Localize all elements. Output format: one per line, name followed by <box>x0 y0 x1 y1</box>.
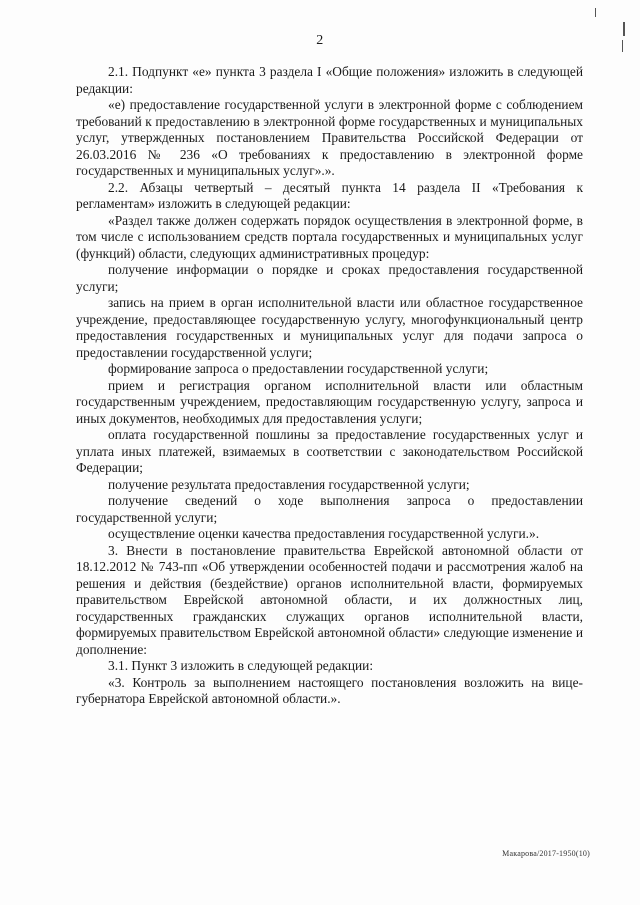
paragraph: «Раздел также должен содержать порядок осуществления в электронной форме, в том числе с использованием средств портала государственных и муниципальных услуг (функций) области, следующих административных процедур: <box>76 212 583 261</box>
document-body <box>76 64 583 708</box>
paragraph: 3. Внести в постановление правительства Еврейской автономной области от 18.12.2012 № 743-пп «Об утверждении особенностей подачи и рассмотрения жалоб на решения и действия (бездействие) органов исполнительной власти, формируемых правительством Еврейской автономной области, и их должностных лиц, государственных гражданских служащих органов исполнительной власти, формируемых правительством Еврейской автономной области» следующие изменение и дополнение: <box>76 542 583 657</box>
paragraph: прием и регистрация органом исполнительной власти или областным государственным учреждением, предоставляющим государственную услугу, запроса и иных документов, необходимых для предоставления услуги; <box>76 377 583 426</box>
paragraph: получение результата предоставления государственной услуги; <box>108 476 470 492</box>
scan-artifact <box>595 8 596 17</box>
paragraph: формирование запроса о предоставлении государственной услуги; <box>108 361 489 376</box>
paragraph: 2.2. Абзацы четвертый – десятый пункта 14 раздела II «Требования к регламентам» изложить в следующей редакции: <box>76 179 583 211</box>
paragraph: запись на прием в орган исполнительной власти или областное государственное учреждение, предоставляющее государственную услугу, многофункциональный центр предоставления государственных и муниципальных услуг для подачи запроса о предоставлении государственной услуги; <box>76 295 583 360</box>
page-number: 2 <box>316 33 324 48</box>
paragraph: 3.1. Пункт 3 изложить в следующей редакции: <box>108 658 374 673</box>
document-code: Макарова/2017-1950(10) <box>502 849 590 858</box>
paragraph: получение сведений о ходе выполнения запроса о предоставлении государственной услуги; <box>76 493 583 525</box>
paragraph: «е) предоставление государственной услуги в электронной форме с соблюдением требований к предоставлению в электронной форме государственных и муниципальных услуг, утвержденных постановлением Правительства Российской Федерации от 26.03.2016 № 236 «О требованиях к предоставлению в электронной форме государственных и муниципальных услуг».». <box>76 97 583 178</box>
paragraph: 2.1. Подпункт «е» пункта 3 раздела I «Общие положения» изложить в следующей редакции: <box>76 64 583 96</box>
paragraph: осуществление оценки качества предоставления государственной услуги.». <box>108 526 540 541</box>
paragraph: оплата государственной пошлины за предоставление государственных услуг и уплата иных платежей, взимаемых в соответствии с законодательством Российской Федерации; <box>76 427 583 475</box>
paragraph: получение информации о порядке и сроках предоставления государственной услуги; <box>76 262 583 294</box>
paragraph: «3. Контроль за выполнением настоящего постановления возложить на вице-губернатора Еврейской автономной области.». <box>76 674 583 706</box>
